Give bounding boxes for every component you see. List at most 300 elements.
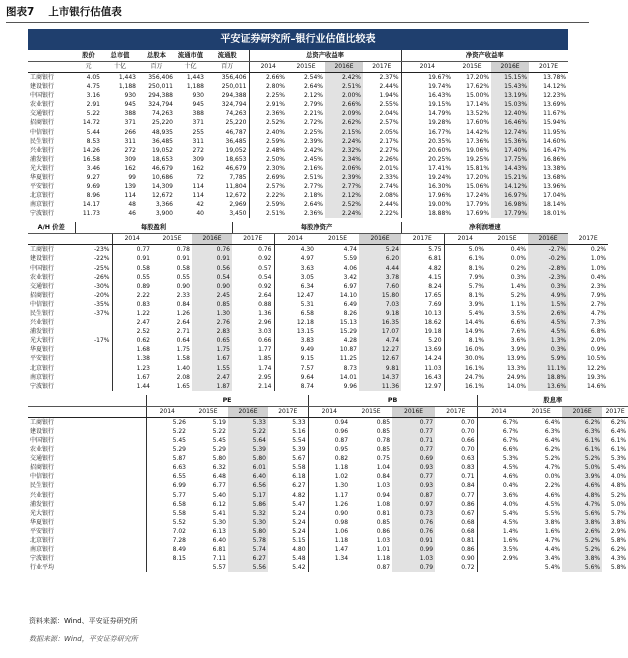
table-cell: 6.18 — [292, 473, 306, 481]
table-cell: 2.2% — [544, 482, 561, 490]
table-cell: 0.87 — [308, 436, 350, 445]
table-cell: 2.15% — [325, 127, 363, 136]
sub-header: 2015E — [316, 234, 359, 245]
table-cell: 1,443 — [186, 74, 204, 81]
group-header: PB — [308, 395, 477, 407]
table-cell: 2.77% — [303, 183, 323, 191]
table-cell: 16.43 — [424, 373, 442, 381]
table-cell: 99 — [128, 173, 136, 181]
table-cell — [146, 563, 188, 572]
bank-name: 光大银行 — [30, 164, 55, 172]
table-cell: 2.59% — [249, 137, 287, 146]
table-cell: 5.39 — [292, 446, 306, 454]
table-cell: 2.51% — [249, 209, 287, 218]
table-cell: 162 — [124, 164, 136, 172]
table-cell: 6.63 — [146, 463, 188, 472]
table-cell: 16.98% — [491, 200, 529, 209]
table-cell: 3.8% — [562, 518, 602, 527]
table-cell: 4.5% — [528, 318, 568, 327]
table-cell: 4.80 — [292, 546, 306, 554]
table-cell: 272 — [124, 146, 136, 154]
table-cell: 2.42% — [303, 146, 323, 154]
sub-header: 2016E — [192, 234, 232, 245]
bank-name: 华夏银行 — [30, 518, 55, 526]
table-cell: 0.83 — [461, 464, 475, 472]
sub-header: 2014 — [444, 234, 486, 245]
bank-name: 交通银行 — [30, 110, 55, 118]
table-cell: 0.66 — [258, 337, 272, 345]
table-cell: 14,309 — [152, 183, 173, 191]
table-cell: 6.13 — [212, 527, 226, 535]
table-cell: 4.30 — [274, 245, 316, 255]
table-cell: 6.55 — [146, 472, 188, 481]
table-cell: 15.00% — [466, 92, 490, 100]
bank-name: 宁波银行 — [30, 555, 55, 563]
table-cell: 5.22 — [228, 427, 268, 436]
table-cell: 3.63 — [274, 264, 316, 273]
table-cell: 30.0% — [444, 354, 486, 363]
table-cell: 2.22% — [249, 191, 287, 200]
table-cell: 0.94 — [308, 417, 350, 427]
table-cell: 4.05 — [86, 74, 100, 81]
table-cell: 324,794 — [221, 101, 247, 109]
bank-name: 农业银行 — [30, 273, 55, 281]
table-cell: 9.18 — [359, 309, 401, 318]
valuation-section-1 — [28, 50, 568, 218]
table-cell: 388 — [124, 110, 136, 118]
table-cell: 0.77 — [112, 245, 152, 255]
table-cell: 11.73 — [82, 210, 100, 218]
table-cell: 7.03 — [359, 300, 401, 309]
bank-name: 北京银行 — [30, 536, 55, 544]
sub-header: 2014 — [477, 406, 520, 417]
table-cell: 1.94% — [379, 92, 399, 100]
sec1-row — [28, 73, 568, 83]
table-cell: 2.12% — [325, 191, 363, 200]
table-cell: 8.15 — [146, 554, 188, 563]
table-cell: 1.01 — [376, 546, 391, 554]
table-cell: 7.9% — [444, 273, 486, 282]
table-cell: 17.65 — [424, 291, 442, 299]
table-cell: 5.5% — [544, 509, 561, 517]
table-cell: 0.70 — [461, 446, 475, 454]
blank-header-cell — [28, 234, 75, 245]
table-cell: 1.0% — [590, 264, 607, 272]
table-cell: 4.9% — [528, 291, 568, 300]
table-cell: 6.12 — [212, 500, 226, 508]
table-cell: 4.74 — [359, 336, 401, 345]
table-cell: 5.80 — [228, 527, 268, 536]
sec3-row — [28, 536, 628, 545]
table-cell: 5.24 — [292, 518, 306, 526]
sec3-row — [28, 472, 628, 481]
table-cell: 0.76 — [192, 245, 232, 255]
table-cell: 2.32% — [325, 146, 363, 155]
sec1-row — [28, 82, 568, 91]
table-cell: 0.96 — [308, 427, 350, 436]
sec3-row — [28, 545, 628, 554]
sec3-row — [28, 445, 628, 454]
valuation-section-3 — [28, 395, 628, 573]
bank-name: 平安银行 — [30, 183, 55, 191]
table-cell: 6.2% — [562, 417, 602, 427]
table-cell: 5.64 — [228, 436, 268, 445]
bank-name: 民生银行 — [30, 482, 55, 490]
sub-header: 2016E — [562, 406, 602, 417]
blank-header-cell — [28, 50, 75, 62]
table-cell: 2.37% — [379, 74, 399, 81]
table-cell: 2.25% — [249, 91, 287, 100]
bank-name: 南京银行 — [30, 201, 55, 209]
sub-header: 2015E — [188, 406, 228, 417]
table-cell: 0.91 — [176, 255, 190, 263]
table-cell: 6.77 — [212, 482, 226, 490]
table-cell: 255 — [192, 128, 204, 136]
sec3-row — [28, 490, 628, 499]
table-cell: 15.80 — [359, 291, 401, 300]
table-cell: 5.45 — [212, 436, 226, 444]
table-cell: 2.62% — [325, 118, 363, 127]
table-cell: 294,388 — [221, 92, 247, 100]
table-cell: 0.70 — [461, 427, 475, 435]
table-cell: 19.25% — [466, 155, 490, 163]
table-cell: 12.2% — [587, 364, 607, 372]
table-cell — [75, 373, 112, 382]
table-cell: 2.06% — [325, 164, 363, 173]
table-cell: 114 — [192, 183, 204, 191]
table-cell: 0.0% — [510, 255, 527, 263]
table-cell: 2.66% — [325, 100, 363, 109]
table-cell: 9.96 — [343, 382, 357, 390]
blank-header-cell — [28, 406, 146, 417]
sub-header: 2017E — [602, 406, 628, 417]
table-cell: 0.90 — [176, 282, 190, 290]
table-cell: 11.36 — [359, 382, 401, 391]
sec1-row — [28, 127, 568, 136]
sub-header: 2016E — [325, 62, 363, 73]
table-cell: 8.1% — [444, 336, 486, 345]
sub-header: 2015E — [486, 234, 528, 245]
table-cell: 2.34% — [325, 155, 363, 164]
table-cell: 5.22 — [146, 427, 188, 436]
table-cell: 5.8% — [610, 536, 627, 544]
table-cell: 2.27% — [379, 146, 399, 154]
table-cell: 2.42% — [325, 73, 363, 83]
table-cell: 2.36% — [303, 210, 323, 218]
sub-header: 2016E — [528, 234, 568, 245]
sub-header: 2014 — [274, 234, 316, 245]
table-cell: 5.6% — [562, 563, 602, 572]
table-cell: 2.16% — [303, 164, 323, 172]
table-cell: 15.13 — [339, 319, 357, 327]
sub-header: 2017E — [529, 62, 568, 73]
table-cell: 5.52 — [146, 518, 188, 527]
group-header: 流通市值 — [175, 50, 206, 62]
table-cell: 0.68 — [461, 527, 475, 535]
table-cell: 2.3% — [590, 282, 607, 290]
table-cell: 6.4% — [610, 427, 627, 435]
table-cell: 2.64% — [303, 83, 323, 91]
table-cell: 12,672 — [152, 192, 173, 200]
table-cell: 4.8% — [610, 482, 627, 490]
table-cell: 0.77 — [461, 491, 475, 499]
table-cell: 2.80% — [249, 82, 287, 91]
bank-name: 工商银行 — [30, 246, 55, 254]
table-cell: 388 — [192, 110, 204, 118]
table-cell: 9.64 — [274, 373, 316, 382]
table-cell: 6.2% — [610, 546, 627, 554]
table-cell: 5.39 — [228, 445, 268, 454]
table-cell: 4.5% — [528, 327, 568, 336]
table-cell: 17.07 — [359, 327, 401, 336]
table-cell: 6.01 — [228, 463, 268, 472]
table-cell: 7.11 — [212, 555, 226, 563]
table-cell: 3.5% — [477, 545, 520, 554]
table-cell: 4.7% — [544, 536, 561, 544]
table-cell: 5.26 — [146, 417, 188, 427]
bank-name: 行业平均 — [30, 564, 55, 572]
table-cell: 0.93 — [392, 481, 435, 490]
bank-name: 平安银行 — [30, 355, 55, 363]
table-cell: 5.2% — [562, 536, 602, 545]
table-cell: 0.86 — [376, 527, 391, 535]
table-cell: 0.76 — [392, 518, 435, 527]
table-cell: 0.86 — [461, 546, 475, 554]
table-cell: 17.96% — [401, 191, 453, 200]
sec2-row — [28, 354, 608, 363]
table-cell: 2.76 — [192, 318, 232, 327]
table-cell: 0.94 — [376, 491, 391, 499]
table-cell: 74,263 — [152, 110, 173, 118]
table-cell: 2.48% — [249, 146, 287, 155]
table-cell: 5.75 — [428, 246, 442, 254]
table-cell: 0.90 — [308, 509, 350, 518]
table-cell: 14.43% — [491, 164, 529, 173]
group-header: 每股盈利 — [75, 222, 232, 234]
table-cell: 5.80 — [228, 454, 268, 463]
table-cell: 2.21% — [303, 110, 323, 118]
table-cell: 2.40% — [249, 127, 287, 136]
table-cell: 4.6% — [477, 472, 520, 481]
table-cell: 19.18 — [424, 328, 442, 336]
sub-header: 2017E — [232, 234, 274, 245]
table-cell: 2.69% — [249, 173, 287, 182]
table-cell: 7.69 — [428, 300, 442, 308]
table-cell: 2.52 — [112, 327, 152, 336]
table-cell: 12.40% — [491, 109, 529, 118]
table-cell: 5.8% — [610, 564, 627, 572]
table-cell: 4.5% — [544, 500, 561, 508]
table-cell: 4.75 — [86, 83, 100, 91]
sec3-row — [28, 436, 628, 445]
table-cell: 36,485 — [225, 137, 247, 145]
table-cell: 19.67% — [401, 73, 453, 83]
blank-header-cell — [28, 395, 146, 407]
table-cell: 11,804 — [225, 183, 247, 191]
sec2-row — [28, 300, 608, 309]
table-cell: 11.03 — [424, 364, 442, 372]
table-cell: 6.32 — [212, 464, 226, 472]
table-cell: 4.97 — [274, 254, 316, 263]
sec3-row — [28, 509, 628, 518]
table-cell: -22% — [93, 255, 110, 263]
table-cell: 5.7% — [444, 282, 486, 291]
table-cell: 1.23 — [112, 364, 152, 373]
table-cell: 6.7% — [477, 436, 520, 445]
table-cell: 5.41 — [212, 509, 226, 517]
table-cell: 4.7% — [562, 500, 602, 509]
table-cell: 8.73 — [343, 364, 357, 372]
table-cell: 13.3% — [506, 364, 527, 372]
table-cell: 5.15 — [292, 536, 306, 544]
bank-name: 农业银行 — [30, 101, 55, 109]
table-cell: 1,443 — [118, 74, 136, 81]
table-cell: 0.75 — [376, 455, 391, 463]
table-cell: 10.13 — [424, 310, 442, 318]
table-cell: 0.73 — [392, 509, 435, 518]
table-cell: 6.40 — [212, 536, 226, 544]
table-cell: 6.58 — [146, 500, 188, 509]
sec2-row — [28, 382, 608, 391]
table-cell: 5.2% — [610, 491, 627, 499]
table-cell: 3,450 — [229, 210, 247, 218]
table-cell: 0.92 — [258, 255, 272, 263]
table-cell: 0.79 — [392, 563, 435, 572]
group-header-row — [28, 222, 608, 234]
sec1-row — [28, 164, 568, 173]
sec2-row — [28, 273, 608, 282]
table-cell: 5.24 — [359, 245, 401, 255]
table-cell: 4.3% — [610, 555, 627, 563]
table-cell: 6.27 — [228, 554, 268, 563]
table-cell: 5.2% — [510, 291, 527, 299]
table-cell: 2.57% — [249, 182, 287, 191]
bank-name: 民生银行 — [30, 310, 55, 318]
table-cell: 11.25 — [339, 355, 357, 363]
table-cell: 1.26 — [308, 500, 350, 509]
table-cell: 17.69% — [466, 210, 490, 218]
table-cell: 0.89 — [112, 282, 152, 291]
bank-name: 建设银行 — [30, 427, 55, 435]
table-cell: 2.45% — [303, 155, 323, 163]
table-cell: 4.5% — [477, 518, 520, 527]
table-cell: 6.1% — [562, 436, 602, 445]
sub-header: 2017E — [435, 406, 477, 417]
table-cell: 5.19 — [212, 418, 226, 426]
table-cell: 5.3% — [477, 454, 520, 463]
table-cell: 0.87 — [392, 490, 435, 499]
table-cell: 3.8% — [544, 518, 561, 526]
sec2-row — [28, 327, 608, 336]
table-cell: -2.7% — [528, 245, 568, 255]
table-cell: 356,406 — [148, 74, 173, 81]
table-cell: 0.90 — [461, 555, 475, 563]
table-cell: 6.6% — [477, 445, 520, 454]
table-cell: 6.4% — [544, 436, 561, 444]
sec3-row — [28, 500, 628, 509]
table-cell: 0.97 — [392, 500, 435, 509]
table-cell: 13.78% — [543, 74, 567, 81]
table-cell: 0.77 — [392, 417, 435, 427]
table-cell: 46 — [128, 210, 136, 218]
table-cell: 1.38 — [112, 354, 152, 363]
sec2-row — [28, 345, 608, 354]
table-cell: 0.91 — [192, 254, 232, 263]
table-cell: 309 — [192, 155, 204, 163]
table-cell: 114 — [192, 192, 204, 200]
table-cell: 18,653 — [152, 155, 173, 163]
table-cell: 8.53 — [86, 137, 100, 145]
table-cell: 6.8% — [590, 328, 607, 336]
table-cell: 4.44 — [359, 264, 401, 273]
table-cell: 0.85 — [376, 446, 391, 454]
table-cell: 8.1% — [444, 291, 486, 300]
sec3-row — [28, 454, 628, 463]
table-cell: 46,679 — [152, 164, 173, 172]
table-cell: 13.38% — [543, 164, 567, 172]
table-cell: 0.88 — [258, 300, 272, 308]
table-cell: 15.36% — [491, 137, 529, 146]
table-cell: 14.37 — [359, 373, 401, 382]
table-cell: 5.17 — [228, 490, 268, 499]
bank-name: 民生银行 — [30, 137, 55, 145]
table-cell: 7.28 — [146, 536, 188, 545]
table-cell: 5.42 — [292, 564, 306, 572]
table-cell: 2.30% — [249, 164, 287, 173]
sec2-row — [28, 264, 608, 273]
blank-header-cell — [75, 234, 112, 245]
table-cell: 19,052 — [152, 146, 173, 154]
sec1-row — [28, 91, 568, 100]
bank-name: 交通银行 — [30, 282, 55, 290]
table-cell: 6.2% — [544, 446, 561, 454]
table-cell: 14.24 — [424, 355, 442, 363]
table-cell: 5.86 — [228, 500, 268, 509]
table-cell: 3.9% — [562, 472, 602, 481]
table-cell: 15.15% — [491, 73, 529, 83]
table-cell: 1.67 — [192, 354, 232, 363]
table-cell: 10.5% — [587, 355, 607, 363]
table-cell: 0.77 — [392, 427, 435, 436]
table-cell: 17.41% — [401, 164, 453, 173]
table-cell: 1.65 — [176, 382, 190, 390]
table-cell: 14.12% — [491, 182, 529, 191]
bank-name: 招商银行 — [30, 291, 55, 299]
table-cell: 18.88% — [401, 209, 453, 218]
table-cell: 1.22 — [112, 309, 152, 318]
table-cell: 3.9% — [510, 346, 527, 354]
table-cell: 0.65 — [192, 336, 232, 345]
group-header: 净利润增速 — [401, 222, 568, 234]
sub-header: 2014 — [146, 406, 188, 417]
table-cell — [75, 345, 112, 354]
table-cell: 4.82 — [292, 491, 306, 499]
table-cell: 2.79% — [303, 101, 323, 109]
table-cell: 6.6% — [510, 319, 527, 327]
bank-name: 中国银行 — [30, 92, 55, 100]
table-cell: 3.4% — [544, 555, 561, 563]
table-cell: 0.4% — [590, 273, 607, 281]
table-cell: 19,052 — [225, 146, 247, 154]
table-cell: 2.71 — [176, 328, 190, 336]
table-cell: 4.15 — [428, 273, 442, 281]
sub-header: 2017E — [401, 234, 444, 245]
sec2-row — [28, 364, 608, 373]
table-cell: 20.25% — [401, 155, 453, 164]
table-cell: 18.62 — [424, 319, 442, 327]
table-cell: 1.30 — [308, 481, 350, 490]
table-cell: 0.78 — [176, 246, 190, 254]
